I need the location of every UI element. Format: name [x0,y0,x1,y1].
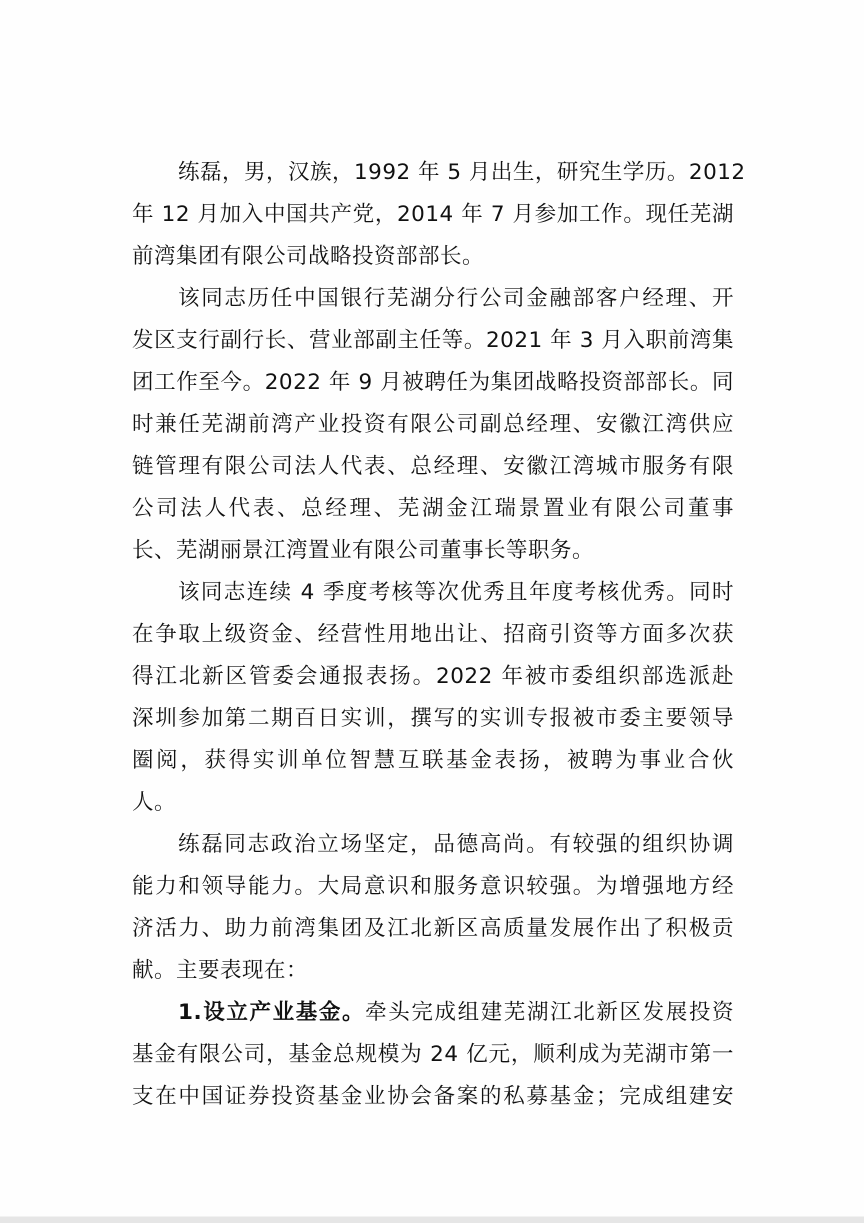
paragraph-evaluation [132,572,734,824]
text-line [132,992,734,1034]
text-line: 公司法人代表、总经理、芜湖金江瑞景置业有限公司董事 [132,496,734,521]
item-first-line-text: 牵头完成组建芜湖江北新区发展投资 [365,1000,734,1025]
text-line: 该同志历任中国银行芜湖分行公司金融部客户经理、开 [178,286,734,311]
text-line: 在争取上级资金、经营性用地出让、招商引资等方面多次获 [132,622,734,647]
paragraph-profile [132,152,746,278]
item-heading: 1.设立产业基金。 [178,1000,366,1025]
text-line: 练磊同志政治立场坚定，品德高尚。有较强的组织协调 [178,832,734,857]
text-line: 发区支行副行长、营业部副主任等。2021 年 3 月入职前湾集 [132,328,734,353]
text-line: 基金有限公司，基金总规模为 24 亿元，顺利成为芜湖市第一 [132,1042,734,1067]
text-line: 人。 [132,790,177,815]
paragraph-summary [132,824,734,992]
text-line: 济活力、助力前湾集团及江北新区高质量发展作出了积极贡 [132,916,734,941]
text-line: 时兼任芜湖前湾产业投资有限公司副总经理、安徽江湾供应 [132,412,734,437]
text-line: 深圳参加第二期百日实训，撰写的实训专报被市委主要领导 [132,706,734,731]
text-line: 前湾集团有限公司战略投资部部长。 [132,244,485,269]
text-line: 团工作至今。2022 年 9 月被聘任为集团战略投资部部长。同 [132,370,734,395]
text-line: 支在中国证券投资基金业协会备案的私募基金；完成组建安 [132,1084,734,1109]
text-line: 能力和领导能力。大局意识和服务意识较强。为增强地方经 [132,874,734,899]
text-line: 该同志连续 4 季度考核等次优秀且年度考核优秀。同时 [178,580,734,605]
text-line: 链管理有限公司法人代表、总经理、安徽江湾城市服务有限 [132,454,734,479]
text-line: 年 12 月加入中国共产党，2014 年 7 月参加工作。现任芜湖 [132,202,734,227]
text-line: 得江北新区管委会通报表扬。2022 年被市委组织部选派赴 [132,664,734,689]
document-body [132,152,746,1118]
text-line: 长、芜湖丽景江湾置业有限公司董事长等职务。 [132,538,595,563]
paragraph-career [132,278,734,572]
text-line: 圈阅，获得实训单位智慧互联基金表扬，被聘为事业合伙 [132,748,734,773]
text-line: 练磊，男，汉族，1992 年 5 月出生，研究生学历。2012 [178,160,746,185]
text-line: 献。主要表现在： [132,958,309,983]
paragraph-item-1 [132,992,734,1118]
